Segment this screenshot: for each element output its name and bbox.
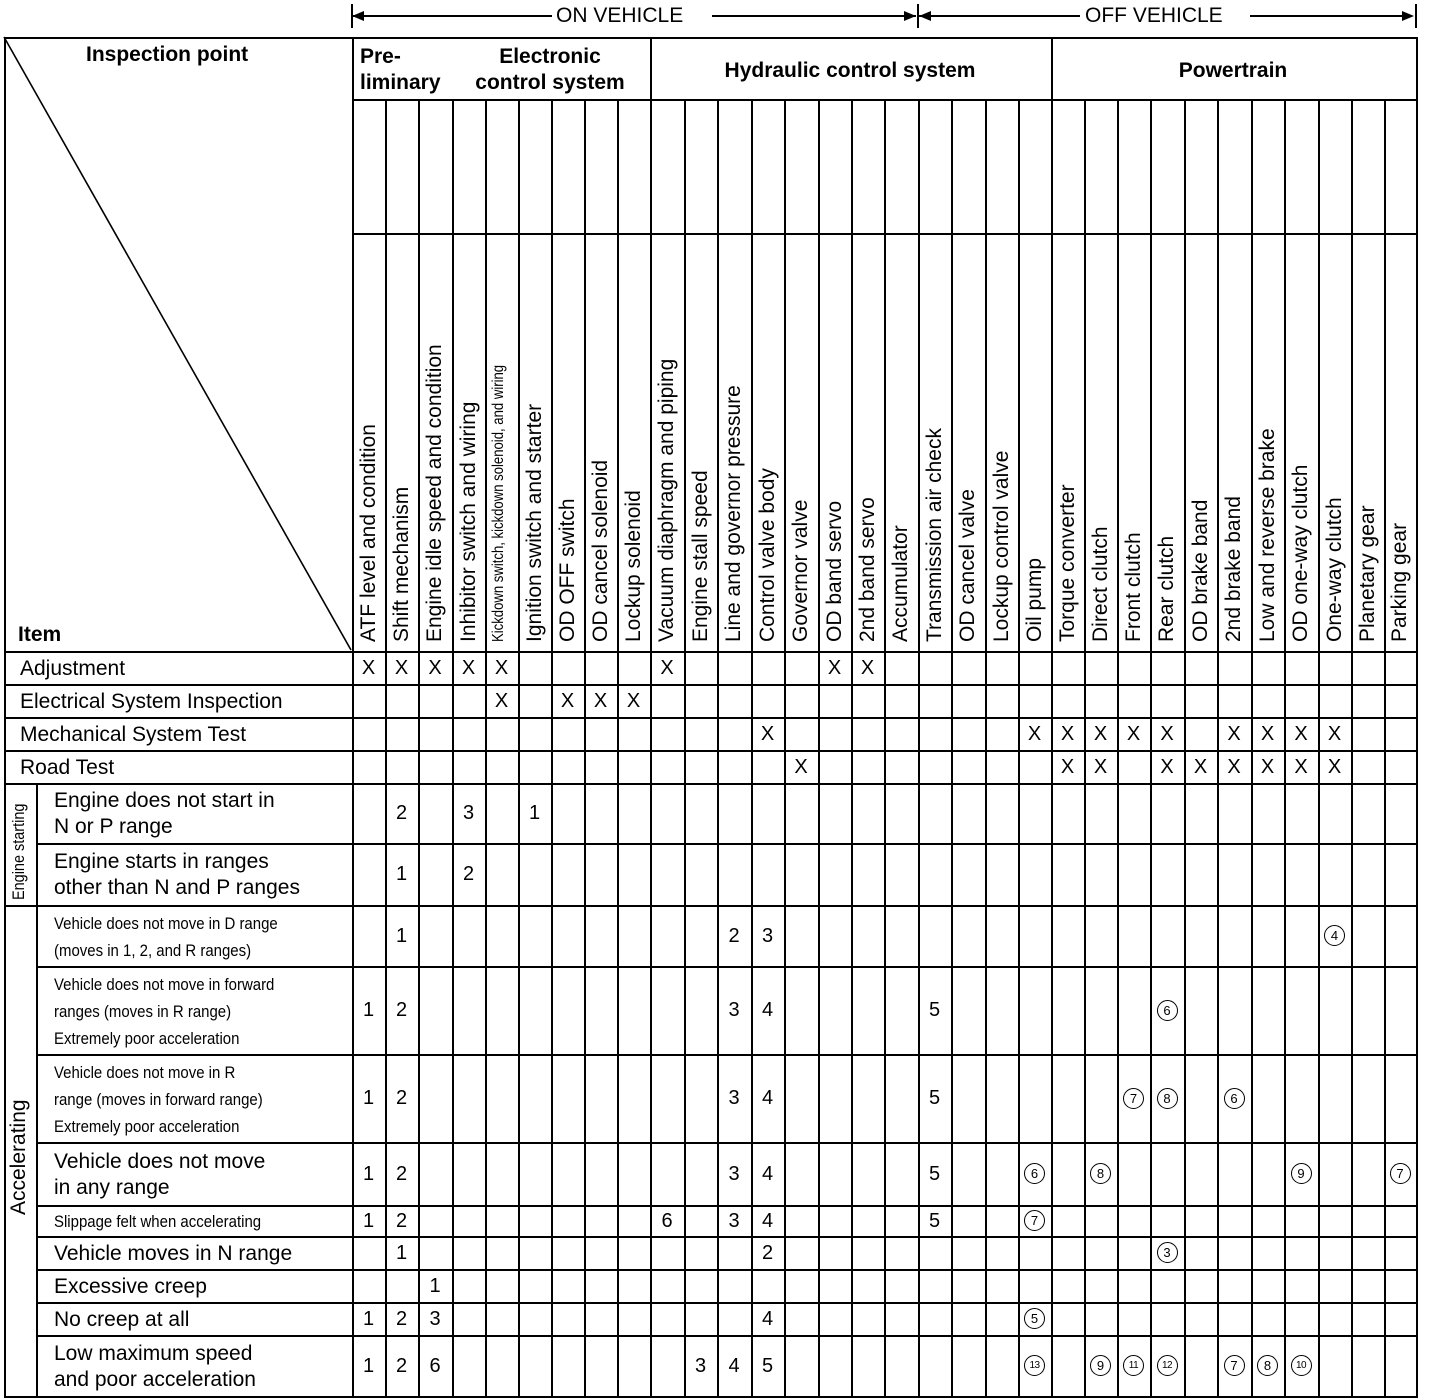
circled-number: 13 [1024, 1355, 1045, 1376]
column-header: Governor valve [789, 499, 812, 642]
cell-value: X [1227, 755, 1241, 778]
cell-value [1217, 1054, 1251, 1142]
cell-value: 6 [429, 1354, 441, 1377]
cell-value: 3 [728, 1087, 740, 1109]
cell-value: 5 [928, 1087, 941, 1109]
cell-value: 4 [761, 999, 774, 1021]
cell-value [1384, 1142, 1416, 1205]
column-header: Engine idle speed and condition [423, 344, 446, 642]
cell-value: 3 [728, 1162, 740, 1185]
circled-number: 8 [1257, 1355, 1278, 1376]
grid-hline [36, 1269, 1417, 1271]
cell-value: 3 [462, 802, 475, 824]
column-header: Vacuum diaphragm and piping [655, 358, 678, 642]
row-item: Excessive creep [54, 1274, 207, 1298]
cell-value [1251, 1335, 1284, 1396]
row-item: Low maximum speed and poor acceleration [54, 1341, 256, 1391]
grid-hline [4, 651, 1417, 653]
row-item: Engine starts in ranges other than N and P ranges [54, 850, 300, 900]
grid-vline [985, 99, 987, 1396]
column-header: Ignition switch and starter [522, 403, 546, 642]
grid-hline [4, 1396, 1417, 1398]
side-group-engine-starting: Engine starting [9, 803, 28, 900]
column-header: Shift mechanism [389, 486, 413, 642]
column-header: Oil pump [1022, 557, 1046, 642]
column-header: Low and reverse brake [1255, 428, 1279, 642]
cell-value: 2 [728, 924, 740, 947]
cell-value: 1 [429, 1274, 441, 1297]
cell-value: X [560, 689, 575, 712]
cell-value: 1 [362, 1162, 375, 1185]
column-header: Parking gear [1388, 522, 1411, 642]
cell-value: 1 [362, 1354, 375, 1377]
group-powertrain: Powertrain [1178, 59, 1288, 82]
circled-number: 6 [1024, 1163, 1045, 1184]
cell-value: 1 [362, 999, 375, 1021]
grid-vline [485, 99, 487, 1396]
grid-vline [1416, 37, 1418, 1396]
cell-value: 3 [694, 1354, 707, 1377]
cell-value [1084, 1142, 1117, 1205]
cell-value: X [794, 755, 808, 778]
grid-vline [784, 99, 786, 1396]
cell-value: 1 [395, 924, 408, 947]
column-header: Rear clutch [1155, 535, 1178, 642]
cell-value: X [1327, 722, 1342, 745]
cell-value: 4 [761, 1307, 774, 1330]
cell-value: 2 [395, 1087, 408, 1109]
circled-number: 5 [1024, 1308, 1045, 1329]
cell-value: 5 [928, 999, 941, 1021]
cell-value [1284, 1142, 1318, 1205]
cell-value: 2 [395, 1162, 408, 1185]
column-header: Front clutch [1121, 532, 1145, 642]
cell-value: 1 [395, 1241, 408, 1264]
cell-value: X [1193, 755, 1208, 778]
row-item: No creep at all [54, 1307, 190, 1331]
grid-vline [884, 99, 886, 1396]
cell-value [1018, 1142, 1051, 1205]
cell-value: X [660, 656, 674, 679]
grid-hline [4, 717, 1417, 719]
cell-value: 2 [395, 802, 408, 824]
cell-value: X [1294, 755, 1308, 778]
circled-number: 11 [1123, 1355, 1144, 1376]
cell-value: 2 [395, 999, 408, 1021]
grid-vline [851, 99, 853, 1396]
cell-value: X [1126, 722, 1141, 745]
cell-value: X [1294, 722, 1308, 745]
column-header: Inhibitor switch and wiring [456, 401, 480, 642]
row-item: Adjustment [20, 656, 126, 680]
cell-value: 1 [362, 1087, 375, 1109]
cell-value: X [428, 656, 442, 679]
column-header: OD cancel solenoid [588, 459, 612, 642]
inspection-point-label: Inspection point [86, 43, 249, 66]
cell-value: X [494, 656, 509, 679]
cell-value: X [626, 689, 641, 712]
group-electronic: Electronic control system [475, 45, 625, 95]
cell-value [1018, 1302, 1051, 1335]
circled-number: 7 [1123, 1088, 1144, 1109]
column-header: OD OFF switch [555, 498, 579, 642]
cell-value [1084, 1335, 1117, 1396]
row-item: Vehicle does not move in R range (moves in forward range) Extremely poor acceleration [54, 1062, 263, 1136]
grid-vline [36, 783, 38, 1396]
cell-value: X [461, 656, 476, 679]
cell-value: X [860, 656, 875, 679]
column-header: OD brake band [1188, 499, 1212, 642]
cell-value: X [760, 722, 775, 745]
row-item: Mechanical System Test [20, 722, 247, 746]
cell-value: 2 [395, 1354, 408, 1377]
cell-value [1150, 1054, 1184, 1142]
grid-vline [1184, 99, 1186, 1396]
cell-value: 5 [928, 1209, 941, 1232]
cell-value [1117, 1054, 1150, 1142]
circled-number: 6 [1157, 1000, 1178, 1021]
grid-hline [36, 1236, 1417, 1238]
column-header: ATF level and condition [356, 424, 380, 642]
cell-value: 2 [395, 1209, 408, 1232]
cell-value: X [593, 689, 608, 712]
cell-value [1150, 1335, 1184, 1396]
cell-value [1018, 1205, 1051, 1236]
row-item: Road Test [20, 755, 115, 779]
column-header: Kickdown switch, kickdown solenoid, and wiring [489, 364, 507, 642]
column-header: Lockup solenoid [621, 490, 645, 642]
group-hydraulic: Hydraulic control system [724, 59, 976, 82]
cell-value: 6 [661, 1209, 673, 1232]
circled-number: 12 [1157, 1355, 1178, 1376]
cell-value: 5 [761, 1354, 774, 1377]
cell-value: 5 [928, 1162, 941, 1185]
on-vehicle-label: ON VEHICLE [556, 4, 684, 27]
cell-value: 3 [728, 999, 740, 1021]
cell-value: 3 [728, 1209, 740, 1232]
cell-value: X [1093, 755, 1108, 778]
circled-number: 10 [1291, 1355, 1312, 1376]
row-item: Engine does not start in N or P range [54, 789, 275, 839]
column-header: Line and governor pressure [722, 385, 745, 642]
grid-hline [4, 684, 1417, 686]
row-item: Electrical System Inspection [20, 689, 283, 713]
grid-vline [650, 37, 652, 1396]
cell-value: 4 [761, 1162, 774, 1185]
grid-vline [951, 99, 953, 1396]
cell-value: X [361, 656, 376, 679]
row-item: Vehicle does not move in D range (moves in 1, 2, and R ranges) [54, 913, 278, 960]
cell-value: X [494, 689, 509, 712]
column-header: Control valve body [755, 468, 779, 642]
column-header: OD cancel valve [956, 489, 979, 642]
grid-vline [584, 99, 586, 1396]
group-preliminary: Pre- liminary [360, 45, 441, 95]
cell-value: 3 [761, 924, 774, 947]
cell-value [1217, 1335, 1251, 1396]
cell-value [1284, 1335, 1318, 1396]
grid-vline [518, 99, 520, 1396]
column-header: Accumulator [889, 525, 912, 642]
cell-value: 1 [362, 1307, 375, 1330]
grid-vline [1351, 99, 1353, 1396]
circled-number: 7 [1024, 1210, 1045, 1231]
grid-hline [36, 1302, 1417, 1304]
cell-value: X [1160, 755, 1174, 778]
cell-value: 2 [761, 1241, 774, 1264]
circled-number: 8 [1090, 1163, 1111, 1184]
circled-number: 6 [1224, 1088, 1245, 1109]
cell-value: X [1327, 755, 1342, 778]
column-header: 2nd band servo [855, 497, 879, 642]
cell-value [1117, 1335, 1150, 1396]
grid-vline [684, 99, 686, 1396]
cell-value: 1 [395, 863, 408, 885]
column-header: Torque converter [1055, 484, 1079, 642]
grid-hline [4, 783, 1417, 785]
cell-value: 2 [395, 1307, 408, 1330]
cell-value: 4 [761, 1087, 774, 1109]
column-header: Lockup control valve [989, 450, 1013, 642]
cell-value [1150, 1236, 1184, 1269]
item-label: Item [18, 623, 62, 646]
circled-number: 7 [1224, 1355, 1245, 1376]
cell-value: X [1160, 722, 1174, 745]
column-header: Transmission air check [922, 428, 946, 642]
cell-value: 4 [761, 1209, 774, 1232]
cell-value: X [1093, 722, 1108, 745]
grid-vline [818, 99, 820, 1396]
column-header: Engine stall speed [688, 470, 712, 642]
cell-value: 1 [362, 1209, 375, 1232]
row-item: Vehicle does not move in any range [54, 1149, 266, 1199]
side-group-accelerating: Accelerating [7, 1099, 30, 1215]
circled-number: 7 [1390, 1163, 1411, 1184]
cell-value: X [1060, 755, 1075, 778]
column-header: Direct clutch [1088, 526, 1112, 642]
cell-value: 4 [728, 1354, 740, 1377]
grid-vline [551, 99, 553, 1396]
off-vehicle-label: OFF VEHICLE [1085, 4, 1223, 27]
cell-value: 3 [429, 1307, 441, 1330]
grid-vline [418, 99, 420, 1396]
row-item: Vehicle does not move in forward ranges (moves in R range) Extremely poor acceleration [54, 974, 275, 1048]
cell-value: X [1260, 722, 1275, 745]
row-item: Vehicle moves in N range [54, 1241, 293, 1265]
cell-value: 2 [462, 863, 475, 885]
cell-value: 1 [528, 802, 541, 824]
cell-value: X [394, 656, 409, 679]
cell-value: X [1060, 722, 1075, 745]
grid-hline [4, 37, 1417, 39]
cell-value [1018, 1335, 1051, 1396]
column-header: One-way clutch [1322, 497, 1346, 642]
grid-hline [36, 843, 1417, 845]
circled-number: 9 [1291, 1163, 1312, 1184]
cell-value: X [827, 656, 842, 679]
circled-number: 4 [1324, 925, 1345, 946]
grid-vline [617, 99, 619, 1396]
grid-vline [452, 99, 454, 1396]
cell-value: X [1260, 755, 1275, 778]
circled-number: 3 [1157, 1242, 1178, 1263]
cell-value [1150, 966, 1184, 1054]
cell-value: X [1227, 722, 1241, 745]
circled-number: 8 [1157, 1088, 1178, 1109]
column-header: 2nd brake band [1222, 496, 1245, 642]
column-header: OD band servo [822, 500, 846, 642]
grid-hline [4, 905, 1417, 907]
row-item: Slippage felt when accelerating [54, 1212, 262, 1231]
cell-value: X [1027, 722, 1042, 745]
circled-number: 9 [1090, 1355, 1111, 1376]
cell-value [1318, 905, 1351, 966]
column-header: OD one-way clutch [1289, 464, 1312, 642]
column-header: Planetary gear [1355, 505, 1379, 642]
